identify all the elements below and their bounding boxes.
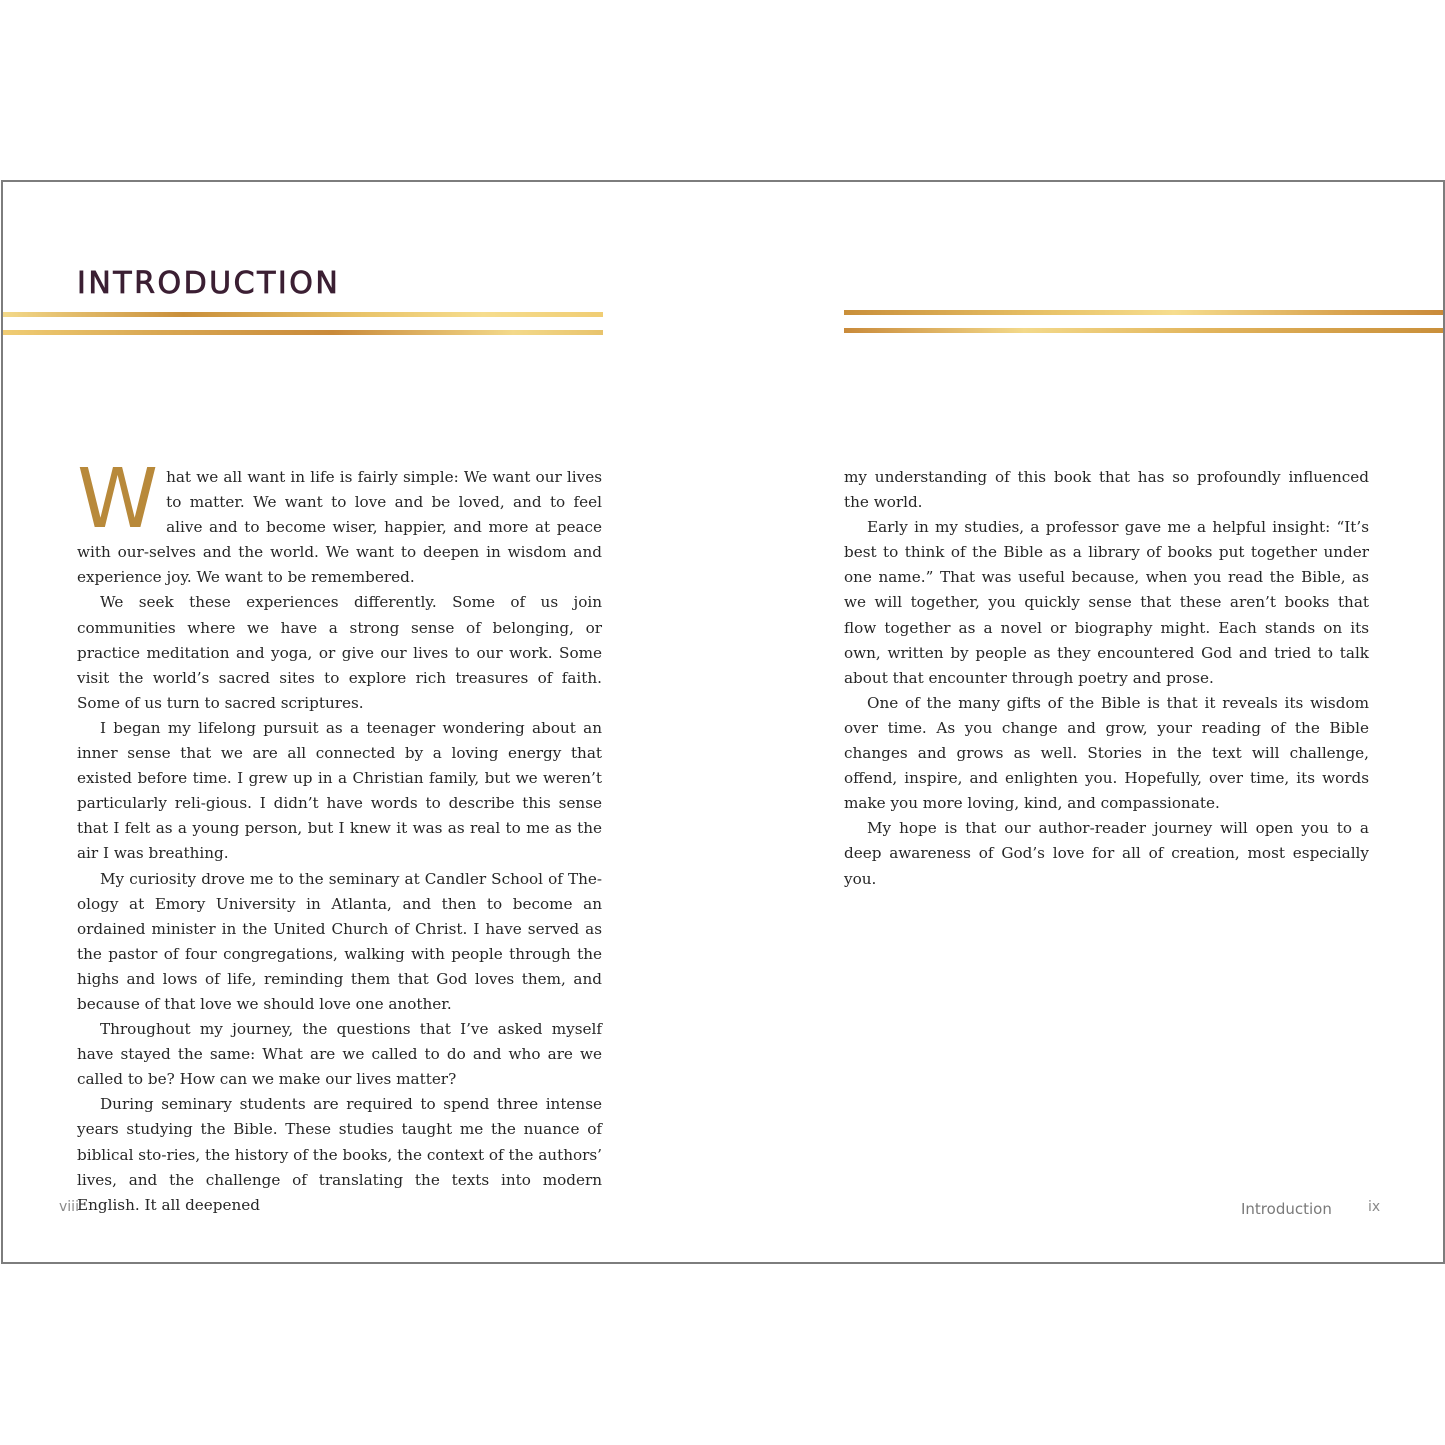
gold-rule-top-left (3, 312, 603, 317)
gold-rule-bottom-left (3, 330, 603, 335)
drop-cap: W (77, 452, 159, 547)
paragraph: We seek these experiences differently. Some of us join communities where we have a strong sense of belonging, or practice meditation and yoga, or give our lives to our work. Some visit the world’s sacred sites to explore rich treasures of faith. Some of us turn to sacred scriptures. (77, 593, 602, 712)
page-number-right: ix (1368, 1199, 1381, 1215)
chapter-title: INTRODUCTION (77, 266, 341, 301)
right-page-text (844, 465, 1369, 892)
paragraph: My curiosity drove me to the seminary at Candler School of The-ology at Emory University in Atlanta, and then to become an ordained minister in the United Church of Christ. I have served as the pastor of four congregations, walking with people through the highs and lows of life, reminding them that God loves them, and because of that love we should love one another. (77, 869, 602, 1013)
running-head: Introduction (1241, 1200, 1332, 1218)
gold-rule-top-right (844, 310, 1444, 315)
left-page-text (77, 452, 602, 1218)
gold-rule-bottom-right (844, 328, 1444, 333)
paragraph: During seminary students are required to spend three intense years studying the Bible. These studies taught me the nuance of biblical sto-ries, the history of the books, the context of the authors’ lives, and the challenge of translating the texts into modern English. It all deepened (77, 1095, 602, 1214)
paragraph: I began my lifelong pursuit as a teenager wondering about an inner sense that we are all connected by a loving energy that existed before time. I grew up in a Christian family, but we weren’t particularly reli-gious. I didn’t have words to describe this sense that I felt as a young person, but I knew it was as real to me as the air I was breathing. (77, 718, 602, 863)
book-spread (1, 180, 1445, 1264)
paragraph (77, 452, 602, 590)
paragraph: Early in my studies, a professor gave me a helpful insight: “It’s best to think of the Bible as a library of books put together under one name.” That was useful because, when you read the Bible, as we will together, you quickly sense that these aren’t books that flow together as a novel or biography might. Each stands on its own, written by people as they encountered God and tried to talk about that encounter through poetry and prose. (844, 518, 1369, 687)
paragraph: One of the many gifts of the Bible is that it reveals its wisdom over time. As you change and grow, your reading of the Bible changes and grows as well. Stories in the text will challenge, offend, inspire, and enlighten you. Hopefully, over time, its words make you more loving, kind, and compassionate. (844, 693, 1369, 813)
page-number-left: viii (59, 1199, 79, 1215)
paragraph: Throughout my journey, the questions that I’ve asked myself have stayed the same: What are we called to do and who are we called to be? How can we make our lives matter? (77, 1020, 602, 1089)
paragraph: my understanding of this book that has so profoundly influenced the world. (844, 468, 1369, 512)
paragraph-text: hat we all want in life is fairly simple: We want our lives to matter. We want to love and be loved, and to feel alive and to become wiser, happier, and more at peace with our-selves and the world. We want to deepen in wisdom and experience joy. We want to be remembered. (77, 468, 602, 587)
paragraph: My hope is that our author-reader journey will open you to a deep awareness of God’s love for all of creation, most especially you. (844, 819, 1369, 888)
